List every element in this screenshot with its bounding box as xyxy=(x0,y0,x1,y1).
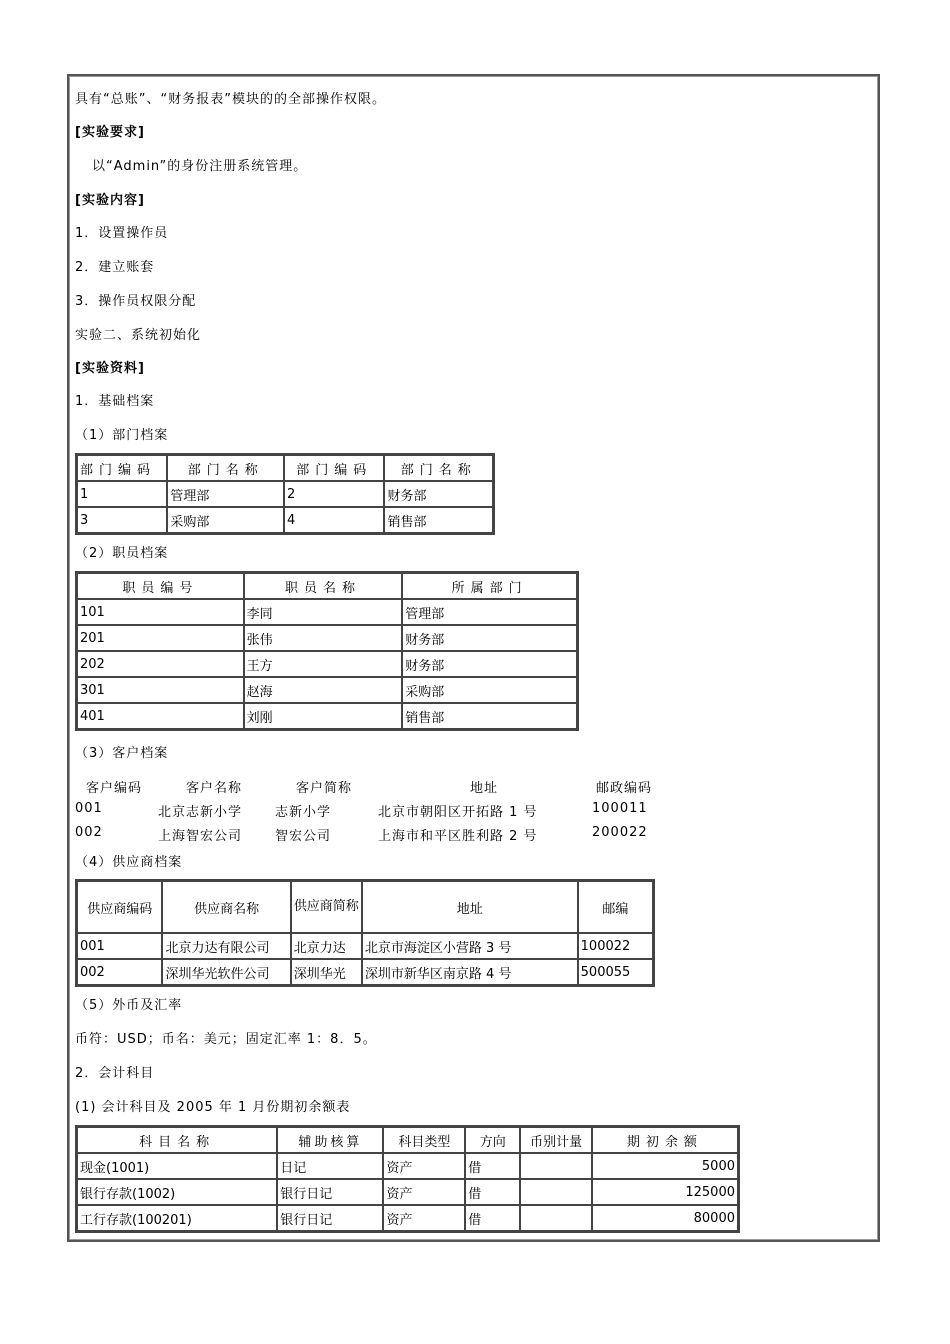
table-cell: 125000 xyxy=(592,1179,738,1205)
table-header-row xyxy=(77,573,577,599)
table-row xyxy=(77,507,493,533)
content-item: 3．操作员权限分配 xyxy=(75,294,197,309)
customer-cell: 002 xyxy=(75,825,103,840)
table-header-row xyxy=(77,1127,738,1153)
table-cell: 现金(1001) xyxy=(77,1153,277,1179)
table-cell: 银行日记 xyxy=(277,1205,383,1231)
table-cell: 001 xyxy=(77,933,162,959)
table-cell: 赵海 xyxy=(244,677,403,703)
table-header: 邮编 xyxy=(578,881,653,933)
table-cell: 3 xyxy=(77,507,167,533)
dept-table xyxy=(75,453,495,535)
content-item: 1．设置操作员 xyxy=(75,226,169,241)
table-cell: 202 xyxy=(77,651,244,677)
table-header: 辅助核算 xyxy=(277,1127,383,1153)
table-cell: 管理部 xyxy=(167,481,284,507)
table-row xyxy=(77,599,577,625)
intro-line: 具有“总账”、“财务报表”模块的的全部操作权限。 xyxy=(75,92,386,107)
table-cell: 借 xyxy=(465,1153,520,1179)
content-item: 2．建立账套 xyxy=(75,260,155,275)
table-cell: 银行存款(1002) xyxy=(77,1179,277,1205)
customer-caption: （3）客户档案 xyxy=(75,746,169,761)
table-cell: 深圳市新华区南京路 4 号 xyxy=(362,959,578,985)
table-header: 地址 xyxy=(362,881,578,933)
table-cell: 资产 xyxy=(383,1179,465,1205)
table-cell: 301 xyxy=(77,677,244,703)
customer-cell: 志新小学 xyxy=(275,805,332,820)
accounts-title: 2．会计科目 xyxy=(75,1066,155,1081)
table-cell: 101 xyxy=(77,599,244,625)
table-cell xyxy=(520,1153,592,1179)
accounts-caption: (1) 会计科目及 2005 年 1 月份期初余额表 xyxy=(75,1100,351,1115)
table-header: 部门编码 xyxy=(284,455,384,481)
table-cell: 002 xyxy=(77,959,162,985)
basic-archive-title: 1．基础档案 xyxy=(75,394,155,409)
table-row xyxy=(77,481,493,507)
table-cell: 借 xyxy=(465,1179,520,1205)
table-cell: 深圳华光软件公司 xyxy=(162,959,290,985)
table-cell: 资产 xyxy=(383,1205,465,1231)
table-cell: 销售部 xyxy=(402,703,577,729)
table-cell: 管理部 xyxy=(402,599,577,625)
table-cell: 财务部 xyxy=(402,651,577,677)
requirements-heading: [实验要求] xyxy=(75,125,145,140)
table-cell: 4 xyxy=(284,507,384,533)
table-cell xyxy=(520,1205,592,1231)
currency-caption: （5）外币及汇率 xyxy=(75,998,183,1013)
table-header: 期初余额 xyxy=(592,1127,738,1153)
table-row xyxy=(77,1153,738,1179)
table-cell: 80000 xyxy=(592,1205,738,1231)
table-cell: 500055 xyxy=(578,959,653,985)
customer-header: 客户编码 xyxy=(86,781,143,796)
table-cell: 北京力达 xyxy=(291,933,362,959)
staff-caption: （2）职员档案 xyxy=(75,546,169,561)
table-header: 职员编号 xyxy=(77,573,244,599)
table-cell: 资产 xyxy=(383,1153,465,1179)
table-cell: 工行存款(100201) xyxy=(77,1205,277,1231)
table-cell: 银行日记 xyxy=(277,1179,383,1205)
table-header-row xyxy=(77,881,653,933)
customer-header: 地址 xyxy=(470,781,499,796)
customer-cell: 200022 xyxy=(592,825,648,840)
table-header: 供应商编码 xyxy=(77,881,162,933)
customer-cell: 100011 xyxy=(592,801,648,816)
customer-cell: 001 xyxy=(75,801,103,816)
table-header-row xyxy=(77,455,493,481)
table-cell: 借 xyxy=(465,1205,520,1231)
experiment-2-title: 实验二、系统初始化 xyxy=(75,328,202,343)
table-header: 供应商简称 xyxy=(291,881,362,933)
table-cell: 北京力达有限公司 xyxy=(162,933,290,959)
table-header: 科目名称 xyxy=(77,1127,277,1153)
table-row xyxy=(77,959,653,985)
table-cell: 401 xyxy=(77,703,244,729)
table-row xyxy=(77,703,577,729)
table-header: 所属部门 xyxy=(402,573,577,599)
customer-header: 客户简称 xyxy=(296,781,353,796)
customer-cell: 北京志新小学 xyxy=(158,805,243,820)
table-cell xyxy=(520,1179,592,1205)
table-cell: 深圳华光 xyxy=(291,959,362,985)
table-cell: 采购部 xyxy=(402,677,577,703)
customer-header: 客户名称 xyxy=(186,781,243,796)
staff-table xyxy=(75,571,579,731)
table-cell: 王方 xyxy=(244,651,403,677)
table-cell: 201 xyxy=(77,625,244,651)
table-cell: 财务部 xyxy=(384,481,493,507)
table-cell: 5000 xyxy=(592,1153,738,1179)
data-heading: [实验资料] xyxy=(75,361,145,376)
table-header: 部门名称 xyxy=(167,455,284,481)
table-cell: 张伟 xyxy=(244,625,403,651)
table-cell: 销售部 xyxy=(384,507,493,533)
table-header: 供应商名称 xyxy=(162,881,290,933)
customer-cell: 智宏公司 xyxy=(275,829,332,844)
table-header: 科目类型 xyxy=(383,1127,465,1153)
supplier-caption: （4）供应商档案 xyxy=(75,855,183,870)
table-row xyxy=(77,1205,738,1231)
table-row xyxy=(77,625,577,651)
table-header: 部门名称 xyxy=(384,455,493,481)
table-header: 币别计量 xyxy=(520,1127,592,1153)
requirements-text: 以“Admin”的身份注册系统管理。 xyxy=(92,159,308,174)
table-cell: 李同 xyxy=(244,599,403,625)
table-row xyxy=(77,677,577,703)
table-cell: 财务部 xyxy=(402,625,577,651)
supplier-table xyxy=(75,879,655,987)
table-header: 部门编码 xyxy=(77,455,167,481)
table-cell: 采购部 xyxy=(167,507,284,533)
table-header: 职员名称 xyxy=(244,573,403,599)
content-heading: [实验内容] xyxy=(75,193,145,208)
table-row xyxy=(77,1179,738,1205)
table-row xyxy=(77,933,653,959)
currency-text: 币符：USD；币名：美元；固定汇率 1：8．5。 xyxy=(75,1032,377,1047)
table-header: 方向 xyxy=(465,1127,520,1153)
table-cell: 100022 xyxy=(578,933,653,959)
dept-caption: （1）部门档案 xyxy=(75,428,169,443)
table-cell: 日记 xyxy=(277,1153,383,1179)
table-cell: 2 xyxy=(284,481,384,507)
customer-header: 邮政编码 xyxy=(596,781,653,796)
table-cell: 1 xyxy=(77,481,167,507)
customer-cell: 北京市朝阳区开拓路 1 号 xyxy=(378,805,538,820)
table-cell: 北京市海淀区小营路 3 号 xyxy=(362,933,578,959)
table-cell: 刘刚 xyxy=(244,703,403,729)
table-row xyxy=(77,651,577,677)
customer-cell: 上海智宏公司 xyxy=(158,829,243,844)
customer-cell: 上海市和平区胜利路 2 号 xyxy=(378,829,538,844)
accounts-table xyxy=(75,1125,740,1233)
